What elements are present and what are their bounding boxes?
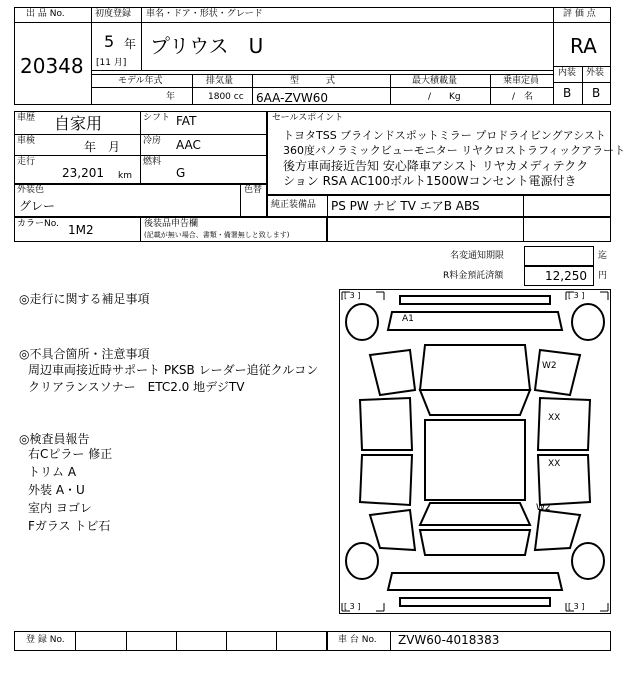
name-change-label: 名変通知期限 xyxy=(450,251,505,261)
first-reg-month: [11 月] xyxy=(96,58,127,68)
capacity-label: 乗車定員 xyxy=(503,76,540,86)
shift-value: FAT xyxy=(176,114,197,128)
fuel-label: 燃料 xyxy=(143,157,162,167)
sales-point-line: 後方車両接近告知 安心降車アシスト リヤカメディテクク xyxy=(283,159,589,173)
inspector-line: Fガラス トビ石 xyxy=(28,519,111,533)
lot-label: 出 品 No. xyxy=(26,9,65,19)
inspector-line: 右Cピラー 修正 xyxy=(28,447,113,461)
overall-grade: RA xyxy=(570,34,597,58)
color-change-label: 色替 xyxy=(244,185,263,195)
model-name: プリウス U xyxy=(150,34,264,58)
hood-front xyxy=(388,312,562,330)
aftermarket-note: (記載が無い場合、書類・備署無しと致します) xyxy=(144,231,290,239)
lot-number: 20348 xyxy=(20,54,84,78)
usage-label: 車歴 xyxy=(17,113,36,123)
tire-label-rr: [ 3 ] xyxy=(568,602,585,611)
wheel-front-left xyxy=(346,304,378,340)
inspection-label: 車検 xyxy=(17,136,36,146)
color-label: 外装色 xyxy=(17,185,45,195)
rear-bumper xyxy=(400,598,550,606)
ac-label: 冷房 xyxy=(143,136,162,146)
trunk xyxy=(420,530,530,555)
rear-right-fender xyxy=(535,510,580,550)
name-change-suffix: 迄 xyxy=(598,251,608,261)
fuel-value: G xyxy=(176,166,186,180)
damage-mark: W2 xyxy=(542,361,557,371)
defects-title: ◎不具合箇所・注意事項 xyxy=(19,347,150,361)
model-year-unit: 年 xyxy=(166,92,176,102)
displacement: 1800 cc xyxy=(208,92,244,102)
blank-row xyxy=(327,217,611,242)
reg-no-label: 登 録 No. xyxy=(26,635,65,645)
damage-mark: W2 xyxy=(536,503,551,513)
type-label: 型 式 xyxy=(290,76,336,86)
front-right-door xyxy=(538,398,590,450)
inspector-line: 外装 A・U xyxy=(28,483,85,497)
rear-left-door xyxy=(360,455,412,505)
interior-grade: B xyxy=(563,86,572,100)
chassis-no-value: ZVW60-4018383 xyxy=(398,633,500,647)
defects-line: 周辺車両接近時サポート PKSB レーダー追従クルコン xyxy=(28,363,319,377)
equipment-label: 純正装備品 xyxy=(271,200,317,210)
sales-point-line: ション RSA AC100ボルト1500Wコンセント電源付き xyxy=(283,174,577,188)
aftermarket-label: 後装品申告欄 xyxy=(144,219,199,229)
recycle-unit: 円 xyxy=(598,271,608,281)
inspector-title: ◎検査員報告 xyxy=(19,432,90,446)
mileage-value: 23,201 xyxy=(62,166,104,180)
color-value: グレー xyxy=(19,199,56,213)
sales-point-line: 360度パノラミックビューモニター リヤクロストラフィックアラート xyxy=(283,144,626,157)
inspector-line: 室内 ヨゴレ xyxy=(28,501,92,515)
rear-window xyxy=(420,503,530,525)
rear-panel xyxy=(388,573,562,590)
sales-point-line: トヨタTSS ブラインドスポットミラー プロドライビングアシスト xyxy=(283,129,606,142)
front-right-fender xyxy=(535,350,580,395)
front-left-door xyxy=(360,398,412,450)
tire-label-fl: [ 3 ] xyxy=(344,291,361,300)
ac-value: AAC xyxy=(176,138,201,152)
front-bumper xyxy=(400,296,550,304)
grade-label: 評 価 点 xyxy=(563,9,596,19)
recycle-value: 12,250 xyxy=(545,269,587,283)
sales-point-label: セールスポイント xyxy=(272,113,344,123)
wheel-rear-right xyxy=(572,543,604,579)
name-change-box xyxy=(524,246,594,266)
chassis-no-label: 車 台 No. xyxy=(338,635,377,645)
exterior-label: 外装 xyxy=(586,68,605,78)
max-load-label: 最大積載量 xyxy=(412,76,458,86)
car-outline xyxy=(340,290,610,613)
mileage-unit: km xyxy=(118,171,132,181)
roof xyxy=(425,420,525,500)
car-diagram xyxy=(339,289,611,614)
recycle-label: R料金預託済額 xyxy=(443,271,504,281)
mileage-label: 走行 xyxy=(17,157,36,167)
tire-label-rl: [ 3 ] xyxy=(344,602,361,611)
windshield xyxy=(420,390,530,415)
shift-label: シフト xyxy=(143,113,171,123)
equipment-value: PS PW ナビ TV エアB ABS xyxy=(331,199,480,213)
rear-right-door xyxy=(538,455,590,505)
max-load: / Kg xyxy=(428,92,461,102)
first-reg-year: 5 xyxy=(104,32,115,51)
rear-left-fender xyxy=(370,510,415,550)
color-no-label: カラーNo. xyxy=(17,219,59,229)
exterior-grade: B xyxy=(592,86,601,100)
hood xyxy=(420,345,530,390)
inspection-value: 年 月 xyxy=(84,140,121,154)
model-year-label: モデル年式 xyxy=(118,76,163,86)
displacement-label: 排気量 xyxy=(206,76,234,86)
tire-label-fr: [ 3 ] xyxy=(568,291,585,300)
front-left-fender xyxy=(370,350,415,395)
inspector-line: トリム A xyxy=(28,465,77,479)
interior-label: 内装 xyxy=(558,68,577,78)
first-reg-year-unit: 年 xyxy=(124,37,137,51)
capacity: / 名 xyxy=(512,92,534,102)
vehicle-type: 6AA-ZVW60 xyxy=(256,91,329,105)
damage-mark: XX xyxy=(548,459,561,469)
color-no-value: 1M2 xyxy=(68,223,94,237)
damage-mark: XX xyxy=(548,413,561,423)
tire-boxes xyxy=(342,292,608,611)
driving-notes-title: ◎走行に関する補足事項 xyxy=(19,292,150,306)
defects-line: クリアランスソナー ETC2.0 地デジTV xyxy=(28,380,245,394)
damage-mark: A1 xyxy=(402,314,414,324)
wheel-rear-left xyxy=(346,543,378,579)
wheel-front-right xyxy=(572,304,604,340)
usage-value: 自家用 xyxy=(54,114,103,133)
first-reg-label: 初度登録 xyxy=(95,9,132,19)
model-name-label: 車名・ドア・形状・グレード xyxy=(146,9,263,19)
